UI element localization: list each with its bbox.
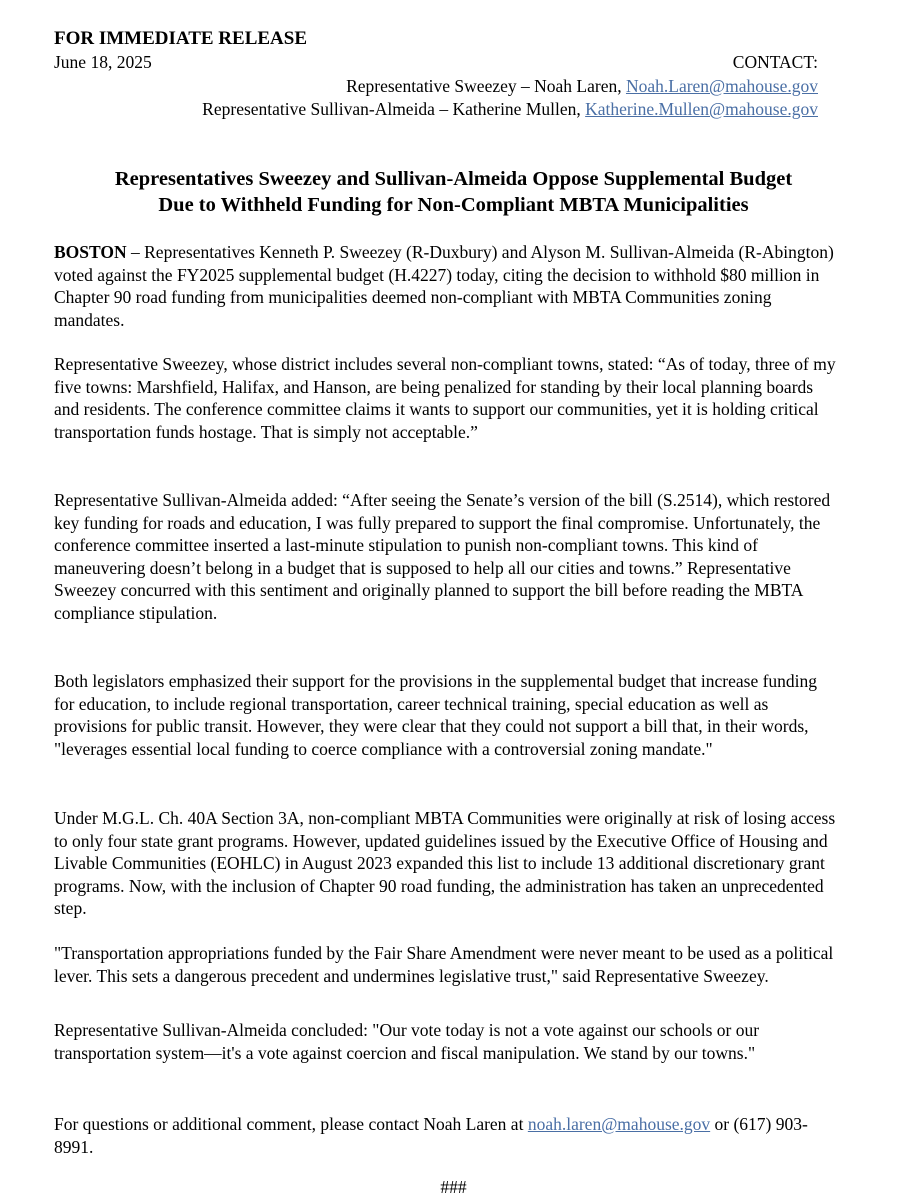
contact-line-sweezey [346, 75, 818, 97]
contact-label: CONTACT: [732, 52, 818, 72]
paragraph-intro [54, 241, 839, 331]
contact-email-link[interactable]: noah.laren@mahouse.gov [527, 1114, 711, 1134]
paragraph-text: – Representatives Kenneth P. Sweezey (R-Duxbury) and Alyson M. Sullivan-Almeida (R-Abington) voted against the FY2025 supplemental budget (H.4227) today, citing the decision to withhold $80 million in Chapter 90 road funding from municipalities deemed non-compliant with MBTA Communities zoning mandates. [54, 242, 834, 330]
paragraph-text: For questions or additional comment, please contact Noah Laren at [54, 1114, 528, 1134]
paragraph-mgl-context: Under M.G.L. Ch. 40A Section 3A, non-compliant MBTA Communities were originally at risk of losing access to only four state grant programs. However, updated guidelines issued by the Executive Office of Housing and Livable Communities (EOHLC) in August 2023 expanded this list to include 13 additional discretionary grant programs. Now, with the inclusion of Chapter 90 road funding, the administration has taken an unprecedented step. [54, 808, 836, 918]
contact-email-link[interactable]: Noah.Laren@mahouse.gov [625, 76, 818, 96]
headline-line: Due to Withheld Funding for Non-Compliant MBTA Municipalities [158, 194, 749, 216]
headline [40, 166, 867, 218]
paragraph-conclusion-quote: Representative Sullivan-Almeida concluded: "Our vote today is not a vote against our schools or our transportation system—it's a vote against coercion and fiscal manipulation. We stand by our towns." [54, 1020, 760, 1063]
paragraph-contact-info [54, 1113, 839, 1158]
contact-email-link[interactable]: Katherine.Mullen@mahouse.gov [585, 99, 818, 119]
contact-line-sullivan-almeida [202, 98, 818, 120]
release-label: FOR IMMEDIATE RELEASE [54, 28, 308, 49]
paragraph-transportation-quote: "Transportation appropriations funded by the Fair Share Amendment were never meant to be used as a political lever. This sets a dangerous precedent and undermines legislative trust," said Representative Sweezey. [54, 943, 834, 986]
contact-name: Representative Sweezey – Noah Laren, [346, 76, 626, 96]
end-mark: ### [440, 1177, 467, 1197]
paragraph-sweezey-quote: Representative Sweezey, whose district includes several non-compliant towns, stated: “As of today, three of my five towns: Marshfield, Halifax, and Hanson, are being penalized for standing by their local planning boards and residents. The conference committee claims it wants to support our communities, yet it is holding critical transportation funds hostage. That is simply not acceptable.” [54, 354, 836, 442]
contact-name: Representative Sullivan-Almeida – Katherine Mullen, [202, 99, 586, 119]
paragraph-support-provisions: Both legislators emphasized their support for the provisions in the supplemental budget that increase funding for education, to include regional transportation, career technical training, special education as well as provisions for public transit. However, they were clear that they could not support a bill that, in their words, "leverages essential local funding to coerce compliance with a controversial zoning mandate." [54, 671, 818, 759]
paragraph-sullivan-almeida-quote: Representative Sullivan-Almeida added: “After seeing the Senate’s version of the bill (S.2514), which restored key funding for roads and education, I was fully prepared to support the final compromise. Unfortunately, the conference committee inserted a last-minute stipulation to punish non-compliant towns. This kind of maneuvering doesn’t belong in a budget that is supposed to help all our cities and towns.” Representative Sweezey concurred with this sentiment and originally planned to support the bill before reading the MBTA compliance stipulation. [54, 490, 831, 623]
release-date: June 18, 2025 [54, 52, 152, 72]
headline-line: Representatives Sweezey and Sullivan-Almeida Oppose Supplemental Budget [114, 168, 793, 190]
paragraph-text: or (617) 903-8991. [54, 1114, 808, 1157]
dateline: BOSTON [54, 242, 127, 262]
